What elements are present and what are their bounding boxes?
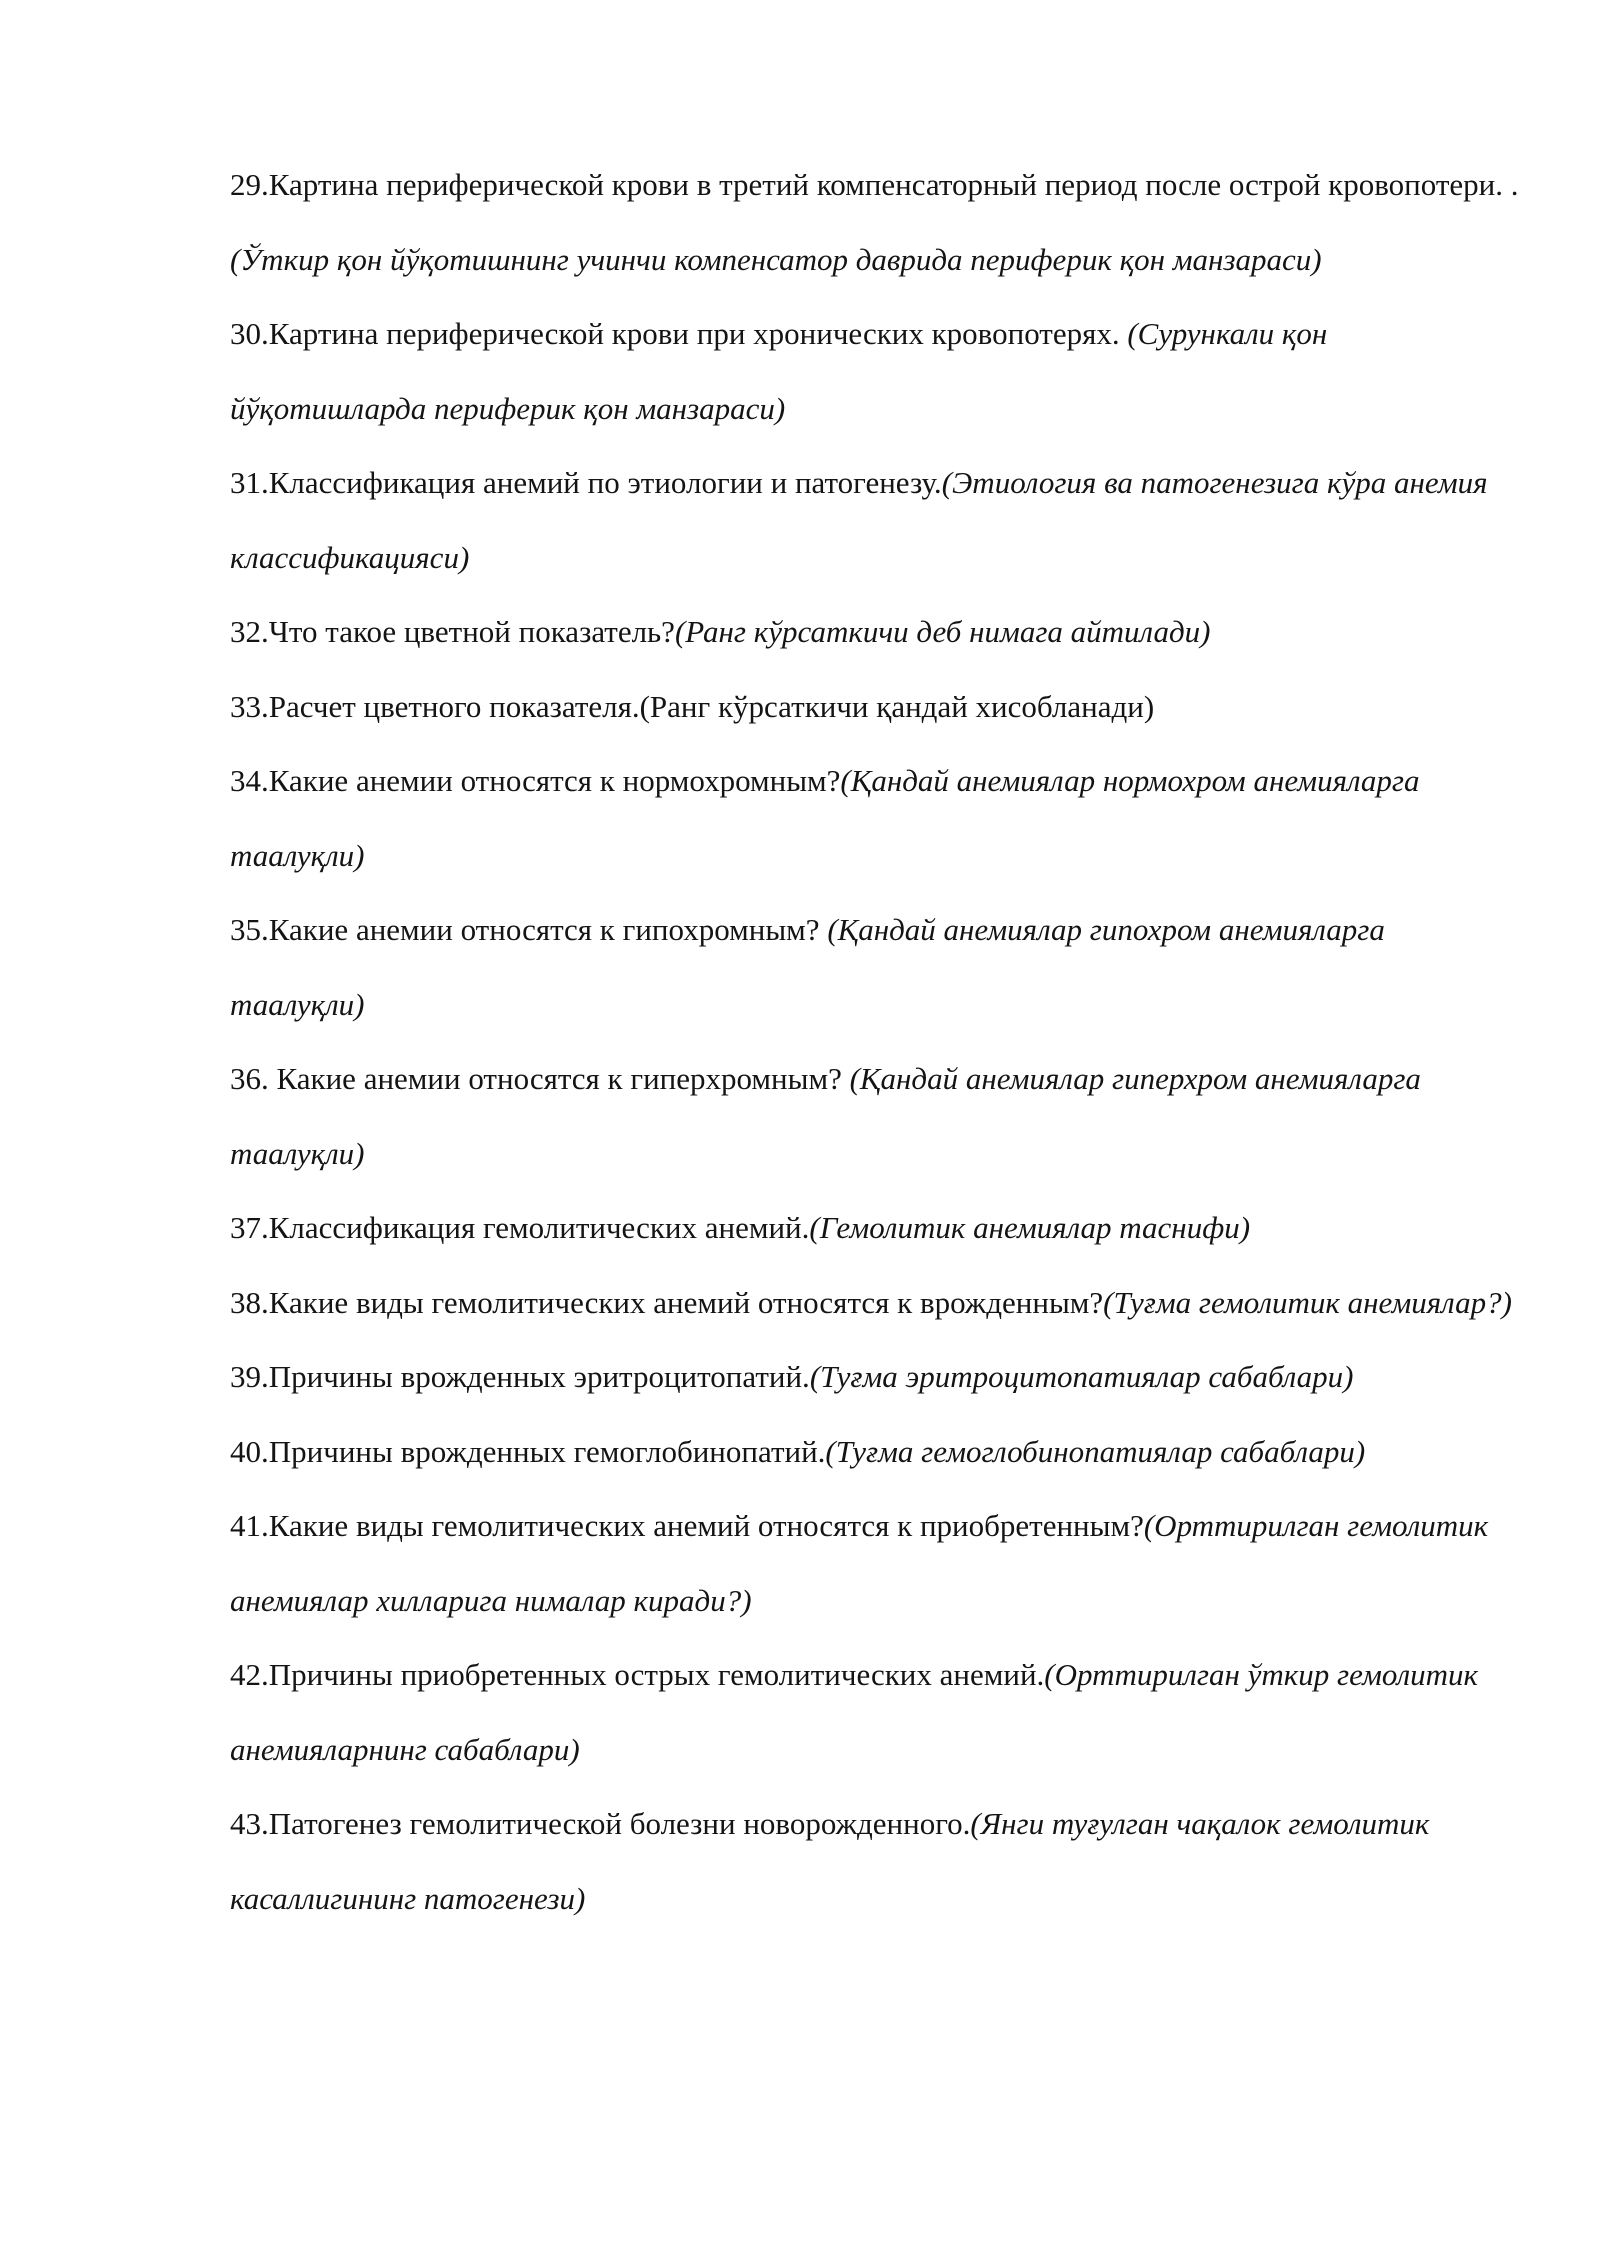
question-text-uz: (Орттирилган ўткир гемолитик анемияларнинг сабаблари) (230, 1657, 1479, 1767)
question-number: 30. (230, 316, 269, 351)
question-number: 41. (230, 1508, 269, 1543)
question-text-ru: Расчет цветного показателя. (268, 688, 640, 724)
question-number: 35. (230, 912, 269, 947)
question-33 (230, 670, 1520, 745)
question-number: 42. (230, 1657, 269, 1692)
question-32 (230, 595, 1520, 670)
question-31 (230, 446, 1520, 595)
question-text-ru: Патогенез гемолитической болезни новорожденного. (268, 1806, 971, 1841)
question-35 (230, 893, 1520, 1042)
question-text-ru: Классификация анемий по этиологии и патогенезу. (268, 465, 942, 500)
question-list (230, 148, 1520, 1936)
question-number: 39. (230, 1359, 269, 1394)
question-text-ru: Какие анемии относятся к гипохромным? (268, 912, 828, 947)
question-43 (230, 1787, 1520, 1936)
question-text-ru: Причины приобретенных острых гемолитических анемий. (268, 1657, 1045, 1692)
question-text-uz: (Ўткир қон йўқотишнинг учинчи компенсатор даврида периферик қон манзараси) (230, 241, 1322, 277)
question-number: 37. (230, 1210, 269, 1245)
question-34 (230, 744, 1520, 893)
question-text-uz: (Қандай анемиялар гиперхром анемияларга таалуқли) (230, 1061, 1421, 1171)
question-text-ru: Какие анемии относятся к нормохромным? (268, 763, 841, 798)
question-text-uz: (Қандай анемиялар нормохром анемияларга таалуқли) (230, 763, 1420, 873)
question-number: 34. (230, 763, 269, 798)
question-number: 36. (230, 1061, 277, 1096)
question-text-ru: Какие виды гемолитических анемий относятся к врожденным? (268, 1284, 1104, 1320)
question-text-uz: (Этиология ва патогенезига кўра анемия классификацияси) (230, 465, 1488, 575)
question-number: 32. (230, 614, 269, 649)
question-text-ru: Что такое цветной показатель? (268, 614, 675, 649)
question-text-uz: (Орттирилган гемолитик анемиялар хилларига нималар киради?) (230, 1508, 1489, 1618)
question-text-uz: (Қандай анемиялар гипохром анемияларга таалуқли) (230, 912, 1385, 1022)
question-text-uz: (Янги туғулган чақалок гемолитик касаллигининг патогенези) (230, 1806, 1430, 1916)
question-text-ru: Какие анемии относятся к гиперхромным? (276, 1061, 850, 1096)
question-40 (230, 1415, 1520, 1490)
question-37 (230, 1191, 1520, 1266)
question-text-ru: Причины врожденных эритроцитопатий. (268, 1359, 810, 1394)
question-42 (230, 1638, 1520, 1787)
question-number: 43. (230, 1806, 269, 1841)
question-text-uz: (Ранг кўрсаткичи деб нимага айтилади) (674, 614, 1211, 649)
question-text-uz: (Туғма эритроцитопатиялар сабаблари) (809, 1359, 1354, 1394)
question-30 (230, 297, 1520, 446)
question-number: 31. (230, 465, 269, 500)
question-text-uz: (Ранг кўрсаткичи қандай хисобланади) (639, 688, 1155, 724)
question-text-ru: Картина периферической крови при хронических кровопотерях. (268, 316, 1128, 351)
question-text-uz: (Сурункали қон йўқотишларда периферик қон манзараси) (230, 316, 1328, 426)
question-text-uz: (Туғма гемолитик анемиялар?) (1103, 1284, 1512, 1320)
question-39 (230, 1340, 1520, 1415)
question-text-uz: (Гемолитик анемиялар таснифи) (809, 1210, 1251, 1245)
question-number: 40. (230, 1433, 269, 1469)
question-text-uz: (Туғма гемоглобинопатиялар сабаблари) (825, 1433, 1366, 1469)
question-36 (230, 1042, 1520, 1191)
question-text-ru: Картина периферической крови в третий компенсаторный период после острой кровопотери. . (268, 167, 1519, 202)
question-text-ru: Причины врожденных гемоглобинопатий. (268, 1433, 826, 1469)
question-41 (230, 1489, 1520, 1638)
question-38 (230, 1266, 1520, 1341)
question-text-ru: Классификация гемолитических анемий. (268, 1210, 810, 1245)
question-number: 38. (230, 1284, 269, 1320)
question-number: 33. (230, 688, 269, 724)
question-number: 29. (230, 167, 269, 202)
question-text-ru: Какие виды гемолитических анемий относятся к приобретенным? (268, 1508, 1144, 1543)
question-29 (230, 148, 1520, 297)
